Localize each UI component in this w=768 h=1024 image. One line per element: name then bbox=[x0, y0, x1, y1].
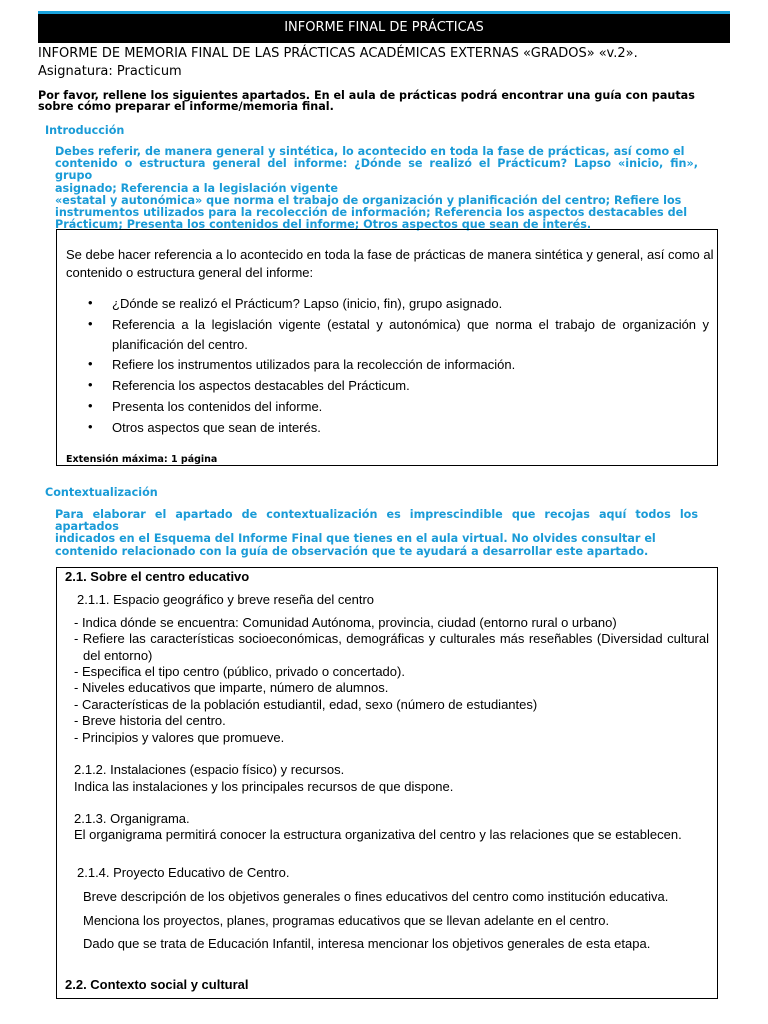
bullet-item: Presenta los contenidos del informe. bbox=[112, 399, 323, 414]
heading-2-2: 2.2. Contexto social y cultural bbox=[65, 977, 249, 992]
dash-item: - Principios y valores que promueve. bbox=[74, 730, 285, 745]
paragraph-2-1-4: Menciona los proyectos, planes, programas educativos que se llevan adelante en el centro. bbox=[83, 913, 610, 928]
bullet-item-continued: planificación del centro. bbox=[112, 337, 248, 352]
heading-2-1: 2.1. Sobre el centro educativo bbox=[65, 569, 250, 584]
instructions-line: Por favor, rellene los siguientes apartados. En el aula de prácticas podrá encontrar una guía con pautas bbox=[38, 89, 695, 102]
bullet: • bbox=[88, 419, 93, 434]
guidance-line: indicados en el Esquema del Informe Final que tienes en el aula virtual. No olvides consultar el bbox=[55, 532, 656, 546]
dash-item: - Refiere las características socioeconómicas, demográficas y culturales más reseñables (Diversidad cultural bbox=[74, 631, 709, 646]
instructions bbox=[38, 90, 718, 112]
guidance-line: contenido o estructura general del informe: ¿Dónde se realizó el Prácticum? Lapso «inicio, fin», grupo bbox=[55, 157, 698, 183]
heading-2-1-2: 2.1.2. Instalaciones (espacio físico) y recursos. bbox=[74, 762, 345, 777]
box-lead: contenido o estructura general del informe: bbox=[66, 265, 314, 280]
heading-2-1-3: 2.1.3. Organigrama. bbox=[74, 811, 190, 826]
paragraph-2-1-2: Indica las instalaciones y los principales recursos de que dispone. bbox=[74, 779, 454, 794]
bullet: • bbox=[88, 398, 93, 413]
document-title: INFORME FINAL DE PRÁCTICAS bbox=[284, 20, 484, 35]
guidance-line: Debes referir, de manera general y sintética, lo acontecido en toda la fase de prácticas, así como el bbox=[55, 145, 685, 158]
subject-line: Asignatura: Practicum bbox=[38, 64, 182, 79]
report-subtitle: INFORME DE MEMORIA FINAL DE LAS PRÁCTICAS ACADÉMICAS EXTERNAS «GRADOS» «v.2». bbox=[38, 46, 638, 61]
section-title-contextualizacion: Contextualización bbox=[45, 486, 158, 499]
document-header bbox=[38, 11, 730, 43]
contextualizacion-box bbox=[56, 567, 718, 999]
extension-note: Extensión máxima: 1 página bbox=[66, 454, 218, 465]
bullet: • bbox=[88, 377, 93, 392]
dash-item: - Breve historia del centro. bbox=[74, 713, 226, 728]
bullet: • bbox=[88, 295, 93, 310]
box-lead: Se debe hacer referencia a lo acontecido en toda la fase de prácticas de manera sintética y general, así como al bbox=[66, 247, 714, 262]
dash-item: - Especifica el tipo centro (público, privado o concertado). bbox=[74, 664, 405, 679]
guidance-line: Prácticum; Presenta los contenidos del informe; Otros aspectos que sean de interés. bbox=[55, 218, 592, 232]
paragraph-2-1-3: El organigrama permitirá conocer la estructura organizativa del centro y las relaciones que se establecen. bbox=[74, 827, 682, 842]
bullet-item: Referencia a la legislación vigente (estatal y autonómica) que norma el trabajo de organización y bbox=[112, 317, 709, 332]
paragraph-2-1-4: Breve descripción de los objetivos generales o fines educativos del centro como institución educativa. bbox=[83, 889, 669, 904]
heading-2-1-4: 2.1.4. Proyecto Educativo de Centro. bbox=[77, 865, 290, 880]
paragraph-2-1-4: Dado que se trata de Educación Infantil, interesa mencionar los objetivos generales de esta etapa. bbox=[83, 936, 651, 951]
dash-item: - Indica dónde se encuentra: Comunidad Autónoma, provincia, ciudad (entorno rural o urbano) bbox=[74, 615, 617, 630]
dash-item: - Niveles educativos que imparte, número de alumnos. bbox=[74, 680, 389, 695]
bullet-item: ¿Dónde se realizó el Prácticum? Lapso (inicio, fin), grupo asignado. bbox=[112, 296, 503, 311]
bullet-item: Referencia los aspectos destacables del Prácticum. bbox=[112, 378, 410, 393]
contextualizacion-guidance bbox=[55, 509, 698, 558]
bullet-item: Otros aspectos que sean de interés. bbox=[112, 420, 321, 435]
introduccion-guidance bbox=[55, 146, 698, 231]
dash-item-continued: del entorno) bbox=[83, 648, 153, 663]
instructions-line: sobre cómo preparar el informe/memoria final. bbox=[38, 100, 334, 113]
bullet-item: Refiere los instrumentos utilizados para la recolección de información. bbox=[112, 357, 516, 372]
guidance-line: Para elaborar el apartado de contextualización es imprescindible que recojas aquí todos los apartados bbox=[55, 508, 698, 534]
introduccion-box bbox=[56, 229, 718, 466]
bullet: • bbox=[88, 316, 93, 331]
guidance-line: contenido relacionado con la guía de observación que te ayudará a desarrollar este apartado. bbox=[55, 544, 649, 558]
guidance-line: asignado; Referencia a la legislación vigente bbox=[55, 181, 338, 195]
dash-item: - Características de la población estudiantil, edad, sexo (número de estudiantes) bbox=[74, 697, 538, 712]
heading-2-1-1: 2.1.1. Espacio geográfico y breve reseña del centro bbox=[77, 592, 375, 607]
bullet: • bbox=[88, 356, 93, 371]
section-title-introduccion: Introducción bbox=[45, 124, 125, 137]
guidance-line: «estatal y autonómica» que norma el trabajo de organización y planificación del centro; Refiere los bbox=[55, 193, 682, 207]
guidance-line: instrumentos utilizados para la recolección de información; Referencia los aspectos destacables del bbox=[55, 206, 688, 220]
